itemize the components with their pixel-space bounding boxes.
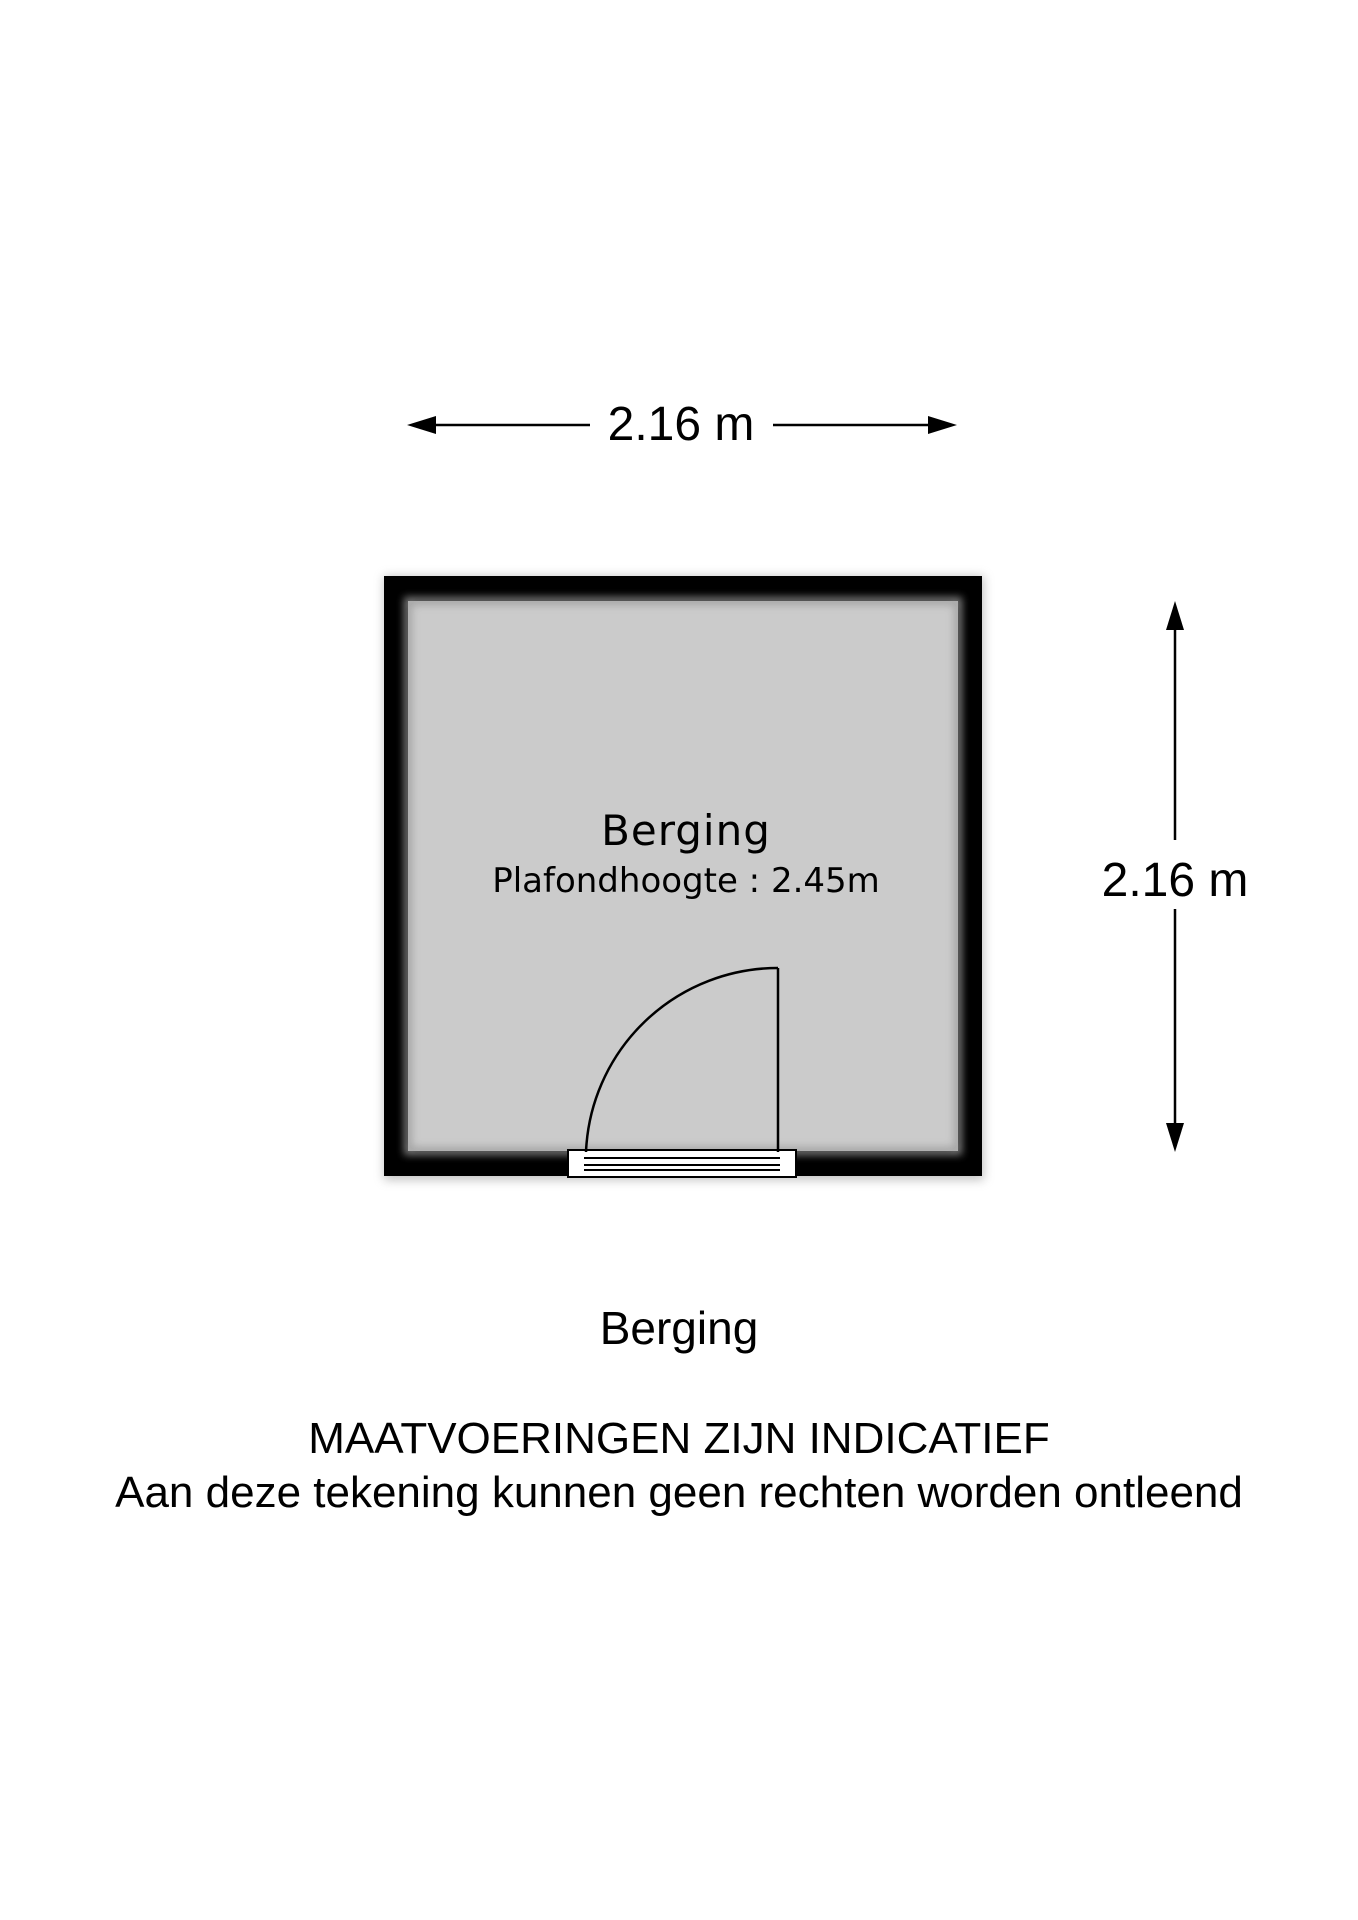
disclaimer-title: MAATVOERINGEN ZIJN INDICATIEF (308, 1414, 1050, 1463)
door-opening (568, 1150, 796, 1177)
room-ceiling-height-label: Plafondhoogte : 2.45m (492, 861, 880, 901)
disclaimer-text: Aan deze tekening kunnen geen rechten worden ontleend (115, 1468, 1243, 1517)
dimension-height-label: 2.16 m (1095, 853, 1255, 909)
dimension-width-label: 2.16 m (597, 397, 765, 453)
floor-name-caption: Berging (599, 1302, 759, 1354)
room-name-label: Berging (601, 806, 771, 855)
